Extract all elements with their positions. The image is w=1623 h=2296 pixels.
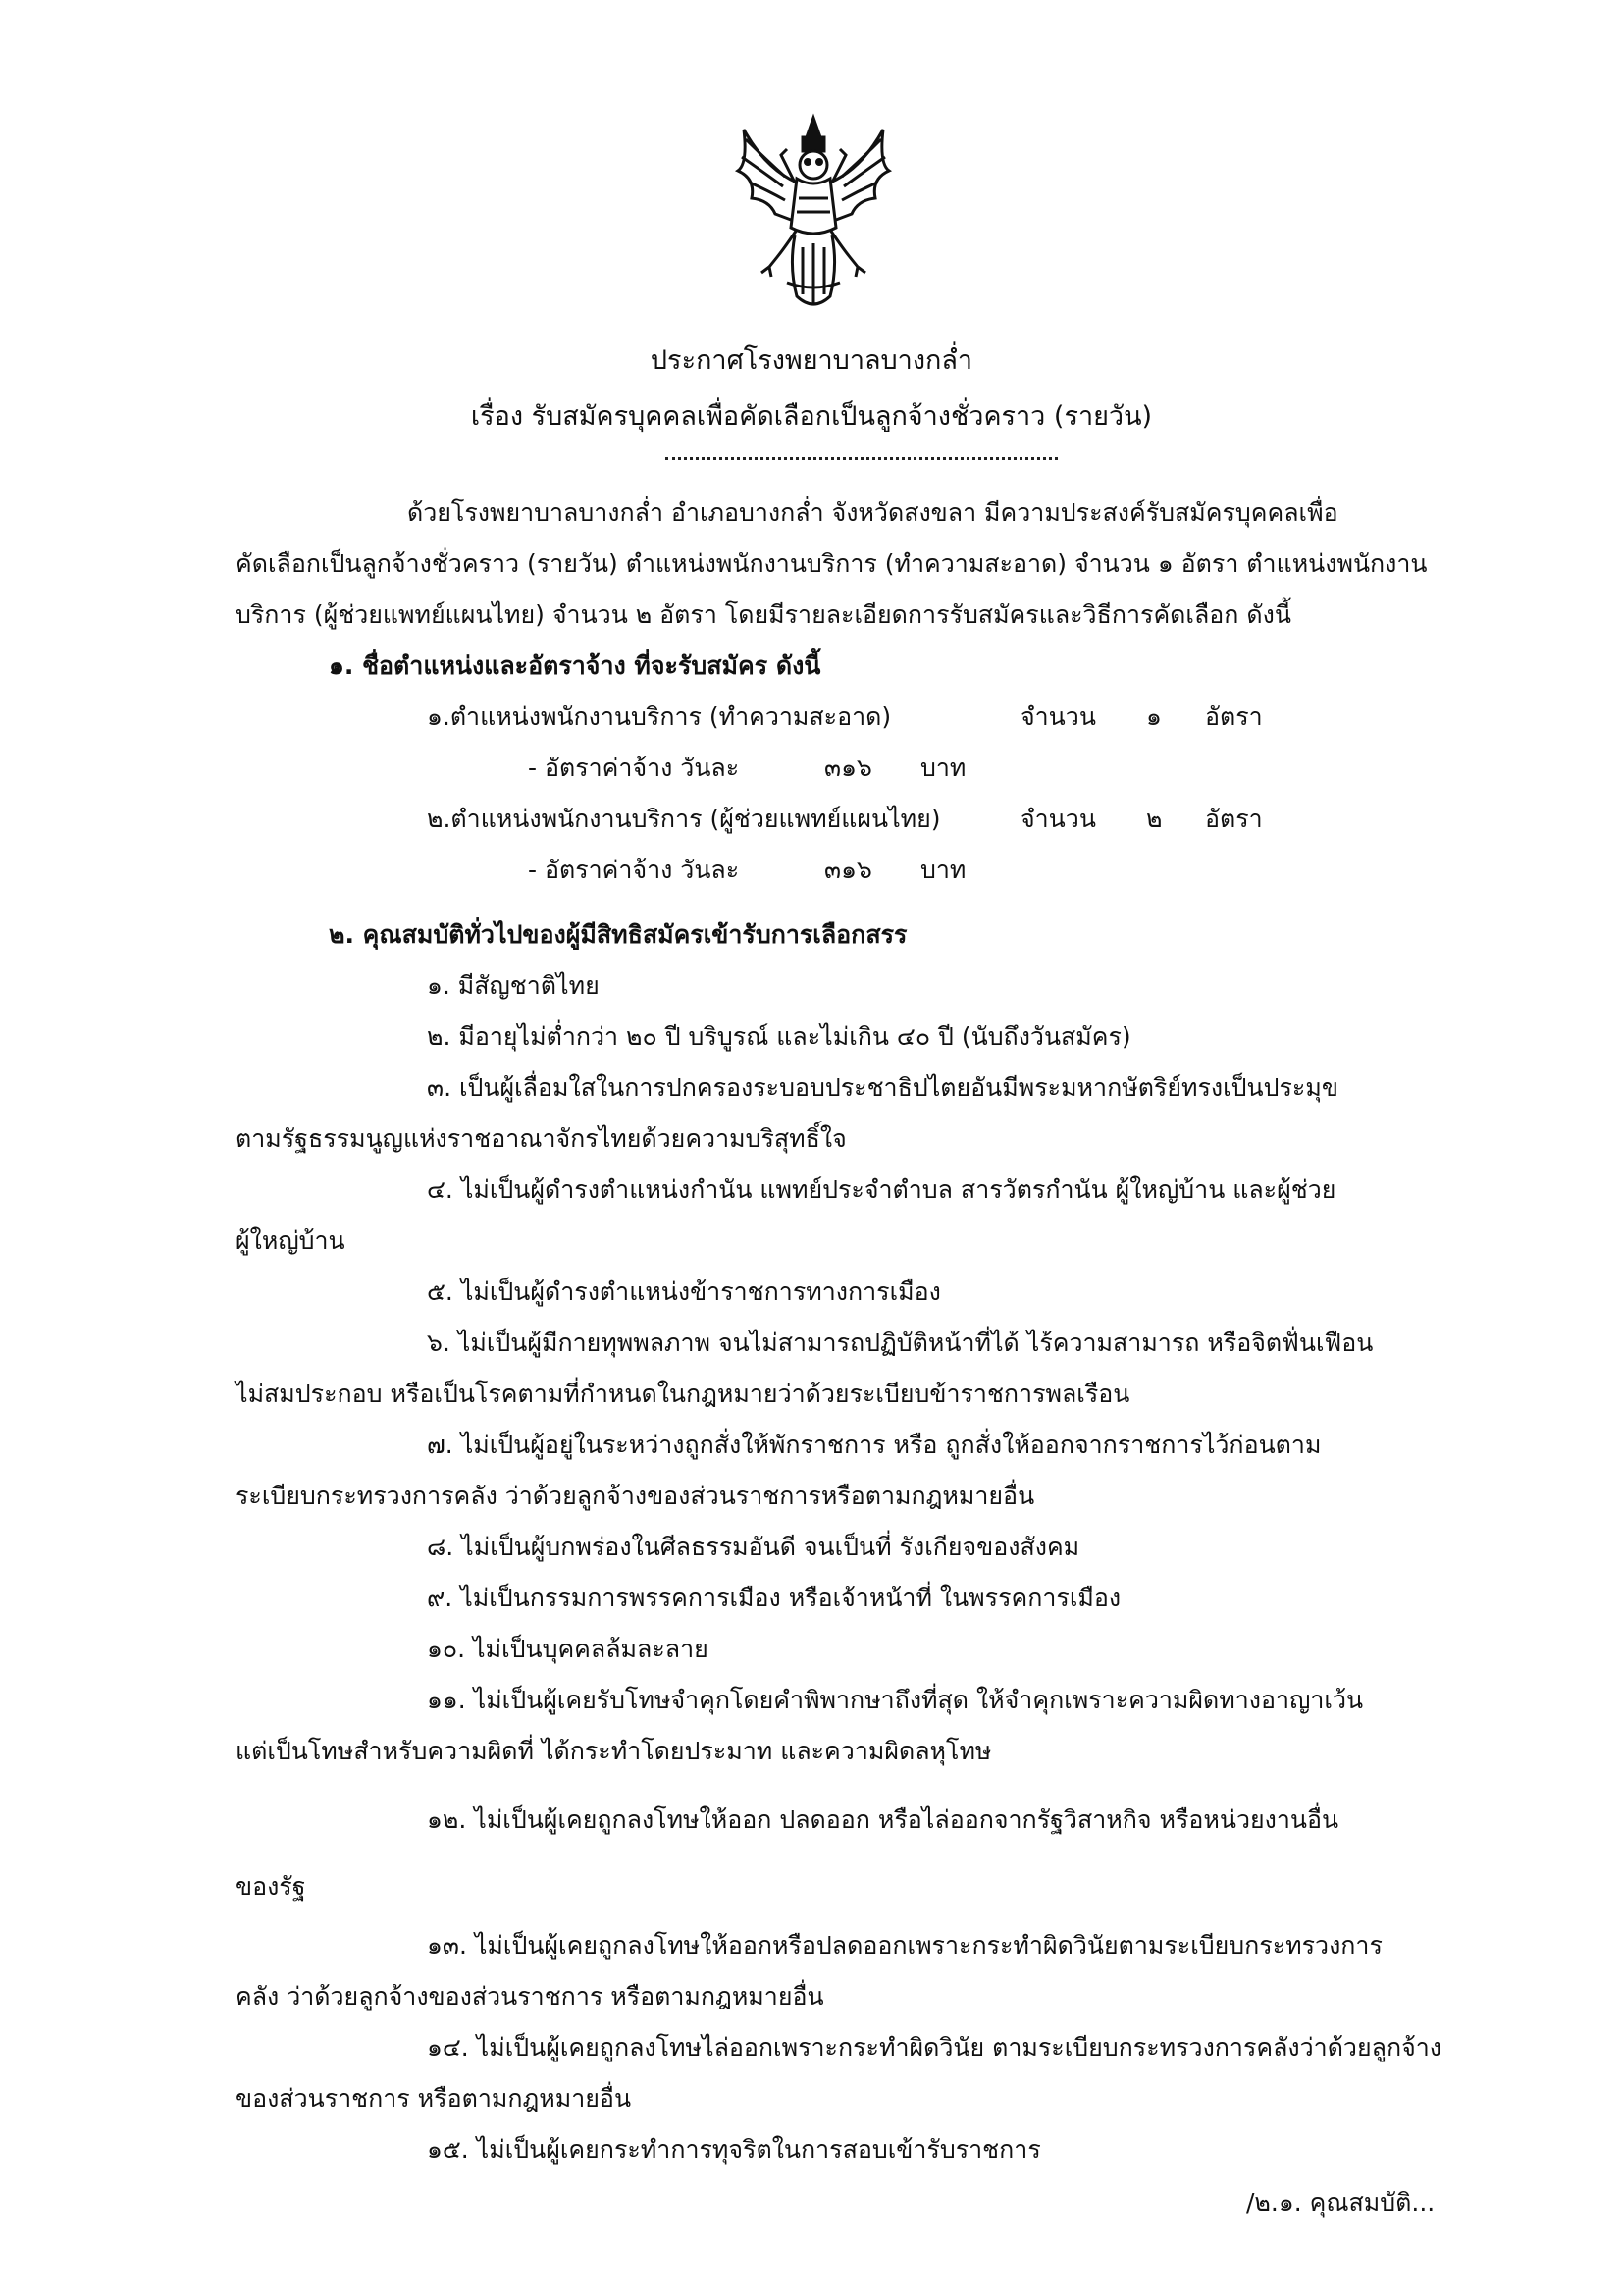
qualification-item-cont: ระเบียบกระทรวงการคลัง ว่าด้วยลูกจ้างของส่วนราชการหรือตามกฎหมายอื่น <box>236 1482 1035 1510</box>
position-name: ๑.ตำแหน่งพนักงานบริการ (ทำความสะอาด) <box>427 703 892 731</box>
qualification-item-cont: ของรัฐ <box>236 1872 306 1901</box>
position-count: ๒ <box>1146 805 1163 833</box>
qualification-item-cont: คลัง ว่าด้วยลูกจ้างของส่วนราชการ หรือตามกฎหมายอื่น <box>236 1982 824 2010</box>
garuda-emblem-icon <box>726 110 901 316</box>
qualification-item: ๑๔. ไม่เป็นผู้เคยถูกลงโทษไล่ออกเพราะกระทำผิดวินัย ตามระเบียบกระทรวงการคลังว่าด้วยลูกจ้าง <box>427 2033 1441 2061</box>
document-title: ประกาศโรงพยาบาลบางกล่ำ <box>650 345 973 376</box>
position-count-label: จำนวน <box>1021 805 1096 833</box>
intro-line: ด้วยโรงพยาบาลบางกล่ำ อำเภอบางกล่ำ จังหวัดสงขลา มีความประสงค์รับสมัครบุคคลเพื่อ <box>407 498 1338 527</box>
qualification-item: ๕. ไม่เป็นผู้ดำรงตำแหน่งข้าราชการทางการเมือง <box>427 1278 941 1306</box>
qualification-item: ๑๓. ไม่เป็นผู้เคยถูกลงโทษให้ออกหรือปลดออกเพราะกระทำผิดวินัยตามระเบียบกระทรวงการ <box>427 1931 1383 1959</box>
qualification-item: ๑๕. ไม่เป็นผู้เคยกระทำการทุจริตในการสอบเข้ารับราชการ <box>427 2135 1041 2164</box>
qualification-item-cont: ของส่วนราชการ หรือตามกฎหมายอื่น <box>236 2084 632 2113</box>
qualification-item: ๘. ไม่เป็นผู้บกพร่องในศีลธรรมอันดี จนเป็นที่ รังเกียจของสังคม <box>427 1533 1080 1561</box>
section2-heading: ๒. คุณสมบัติทั่วไปของผู้มีสิทธิสมัครเข้ารับการเลือกสรร <box>329 920 908 949</box>
wage-label: - อัตราค่าจ้าง วันละ <box>528 754 740 782</box>
position-name: ๒.ตำแหน่งพนักงานบริการ (ผู้ช่วยแพทย์แผนไทย) <box>427 805 941 833</box>
intro-line: บริการ (ผู้ช่วยแพทย์แผนไทย) จำนวน ๒ อัตรา โดยมีรายละเอียดการรับสมัครและวิธีการคัดเลือก ดังนี้ <box>236 600 1291 629</box>
position-count-label: จำนวน <box>1021 703 1096 731</box>
position-unit: อัตรา <box>1205 703 1263 731</box>
qualification-item: ๙. ไม่เป็นกรรมการพรรคการเมือง หรือเจ้าหน้าที่ ในพรรคการเมือง <box>427 1584 1122 1612</box>
wage-value: ๓๑๖ <box>824 856 872 884</box>
position-unit: อัตรา <box>1205 805 1263 833</box>
position-count: ๑ <box>1146 703 1162 731</box>
qualification-item: ๑๑. ไม่เป็นผู้เคยรับโทษจำคุกโดยคำพิพากษาถึงที่สุด ให้จำคุกเพราะความผิดทางอาญาเว้น <box>427 1686 1364 1714</box>
qualification-item: ๒. มีอายุไม่ต่ำกว่า ๒๐ ปี บริบูรณ์ และไม่เกิน ๔๐ ปี (นับถึงวันสมัคร) <box>427 1022 1131 1051</box>
qualification-item: ๔. ไม่เป็นผู้ดำรงตำแหน่งกำนัน แพทย์ประจำตำบล สารวัตรกำนัน ผู้ใหญ่บ้าน และผู้ช่วย <box>427 1175 1336 1204</box>
qualification-item: ๖. ไม่เป็นผู้มีกายทุพพลภาพ จนไม่สามารถปฏิบัติหน้าที่ได้ ไร้ความสามารถ หรือจิตฟั่นเฟือน <box>427 1329 1374 1357</box>
document-subject: เรื่อง รับสมัครบุคคลเพื่อคัดเลือกเป็นลูกจ้างชั่วคราว (รายวัน) <box>470 401 1153 432</box>
wage-unit: บาท <box>920 856 967 884</box>
qualification-item: ๑๐. ไม่เป็นบุคคลล้มละลาย <box>427 1635 708 1663</box>
qualification-item-cont: ไม่สมประกอบ หรือเป็นโรคตามที่กำหนดในกฎหมายว่าด้วยระเบียบข้าราชการพลเรือน <box>236 1380 1130 1408</box>
continuation-marker: /๒.๑. คุณสมบัติ... <box>1246 2188 1436 2217</box>
qualification-item: ๗. ไม่เป็นผู้อยู่ในระหว่างถูกสั่งให้พักราชการ หรือ ถูกสั่งให้ออกจากราชการไว้ก่อนตาม <box>427 1431 1322 1459</box>
wage-value: ๓๑๖ <box>824 754 872 782</box>
qualification-item: ๓. เป็นผู้เลื่อมใสในการปกครองระบอบประชาธิปไตยอันมีพระมหากษัตริย์ทรงเป็นประมุข <box>427 1073 1338 1102</box>
wage-label: - อัตราค่าจ้าง วันละ <box>528 856 740 884</box>
intro-line: คัดเลือกเป็นลูกจ้างชั่วคราว (รายวัน) ตำแหน่งพนักงานบริการ (ทำความสะอาด) จำนวน ๑ อัตรา ตำแหน่งพนักงาน <box>236 549 1428 578</box>
qualification-item: ๑๒. ไม่เป็นผู้เคยถูกลงโทษให้ออก ปลดออก หรือไล่ออกจากรัฐวิสาหกิจ หรือหน่วยงานอื่น <box>427 1805 1339 1834</box>
qualification-item-cont: ตามรัฐธรรมนูญแห่งราชอาณาจักรไทยด้วยความบริสุทธิ์ใจ <box>236 1124 847 1153</box>
wage-unit: บาท <box>920 754 967 782</box>
qualification-item-cont: ผู้ใหญ่บ้าน <box>236 1226 345 1255</box>
qualification-item-cont: แต่เป็นโทษสำหรับความผิดที่ ได้กระทำโดยประมาท และความผิดลหุโทษ <box>236 1737 992 1765</box>
title-separator <box>665 457 1058 460</box>
section1-heading: ๑. ชื่อตำแหน่งและอัตราจ้าง ที่จะรับสมัคร ดังนี้ <box>329 652 821 680</box>
qualification-item: ๑. มีสัญชาติไทย <box>427 971 600 1000</box>
